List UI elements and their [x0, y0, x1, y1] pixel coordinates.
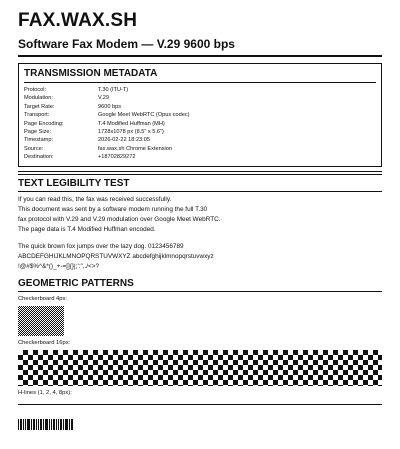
patterns-rule: [18, 291, 382, 292]
meta-value: 2026-02-22 18:23:05: [98, 137, 150, 144]
pangram-line: The quick brown fox jumps over the lazy dog. 0123456789: [18, 242, 184, 250]
section-divider: [18, 171, 382, 172]
meta-label: Transport:: [24, 112, 50, 119]
meta-label: Protocol:: [24, 87, 47, 93]
meta-value: +18702829272: [98, 154, 136, 161]
fine-checker-label: Checkerboard 4px:: [18, 295, 67, 302]
paragraph-line: The page data is T.4 Modified Huffman encoded.: [18, 225, 156, 233]
hlines-label: H-lines (1, 2, 4, 8px):: [18, 389, 72, 396]
meta-value: V.29: [98, 95, 109, 102]
fax-page: [18, 10, 382, 430]
barcode-strip: [18, 419, 382, 430]
meta-value: 1728x1078 px (8.5" x 5.6"): [98, 129, 164, 136]
title-rule: [18, 55, 382, 57]
meta-value: 9600 bps: [98, 103, 122, 110]
legibility-paragraph: [18, 195, 382, 235]
meta-label: Target Rate:: [24, 103, 55, 110]
metadata-table: [24, 86, 376, 162]
patterns-heading: GEOMETRIC PATTERNS: [18, 277, 134, 289]
meta-label: Timestamp:: [24, 137, 54, 144]
meta-label: Source:: [24, 145, 44, 152]
page-subtitle: Software Fax Modem — V.29 9600 bps: [18, 37, 235, 51]
meta-label: Page Size:: [24, 129, 52, 136]
legibility-rule: [18, 191, 382, 192]
meta-label: Destination:: [24, 154, 54, 161]
metadata-box: [18, 63, 382, 167]
page-title: FAX.WAX.SH: [18, 10, 138, 31]
meta-value: Google Meet WebRTC (Opus codec): [98, 112, 190, 119]
meta-value: T.4 Modified Huffman (MH): [98, 120, 165, 127]
legibility-heading: TEXT LEGIBILITY TEST: [18, 177, 130, 189]
meta-value: T.30 (ITU-T): [98, 87, 129, 93]
metadata-heading: TRANSMISSION METADATA: [24, 68, 158, 79]
meta-value: fax.wax.sh Chrome Extension: [98, 145, 172, 152]
section-divider: [18, 174, 382, 175]
meta-label: Page Encoding:: [24, 120, 64, 127]
paragraph-line: If you can read this, the fax was received successfully.: [18, 195, 172, 203]
metadata-rule: [24, 82, 376, 83]
charset-line: ABCDEFGHIJKLMNOPQRSTUVWXYZ abcdefghijklmnopqrstuvwxyz: [18, 252, 214, 260]
paragraph-line: fax protocol with V.29 and V.29 modulation over Google Meet WebRTC.: [18, 215, 221, 223]
fine-checkerboard: [18, 306, 64, 336]
coarse-checker-label: Checkerboard 16px:: [18, 339, 71, 346]
coarse-checkerboard: [18, 350, 382, 386]
meta-label: Modulation:: [24, 95, 53, 102]
charset-line: !@#$%^&*()_+-=[]{}|;':",./<>?: [18, 262, 100, 270]
paragraph-line: This document was sent by a software modem running the full T.30: [18, 205, 208, 213]
hline-1px: [18, 404, 382, 405]
